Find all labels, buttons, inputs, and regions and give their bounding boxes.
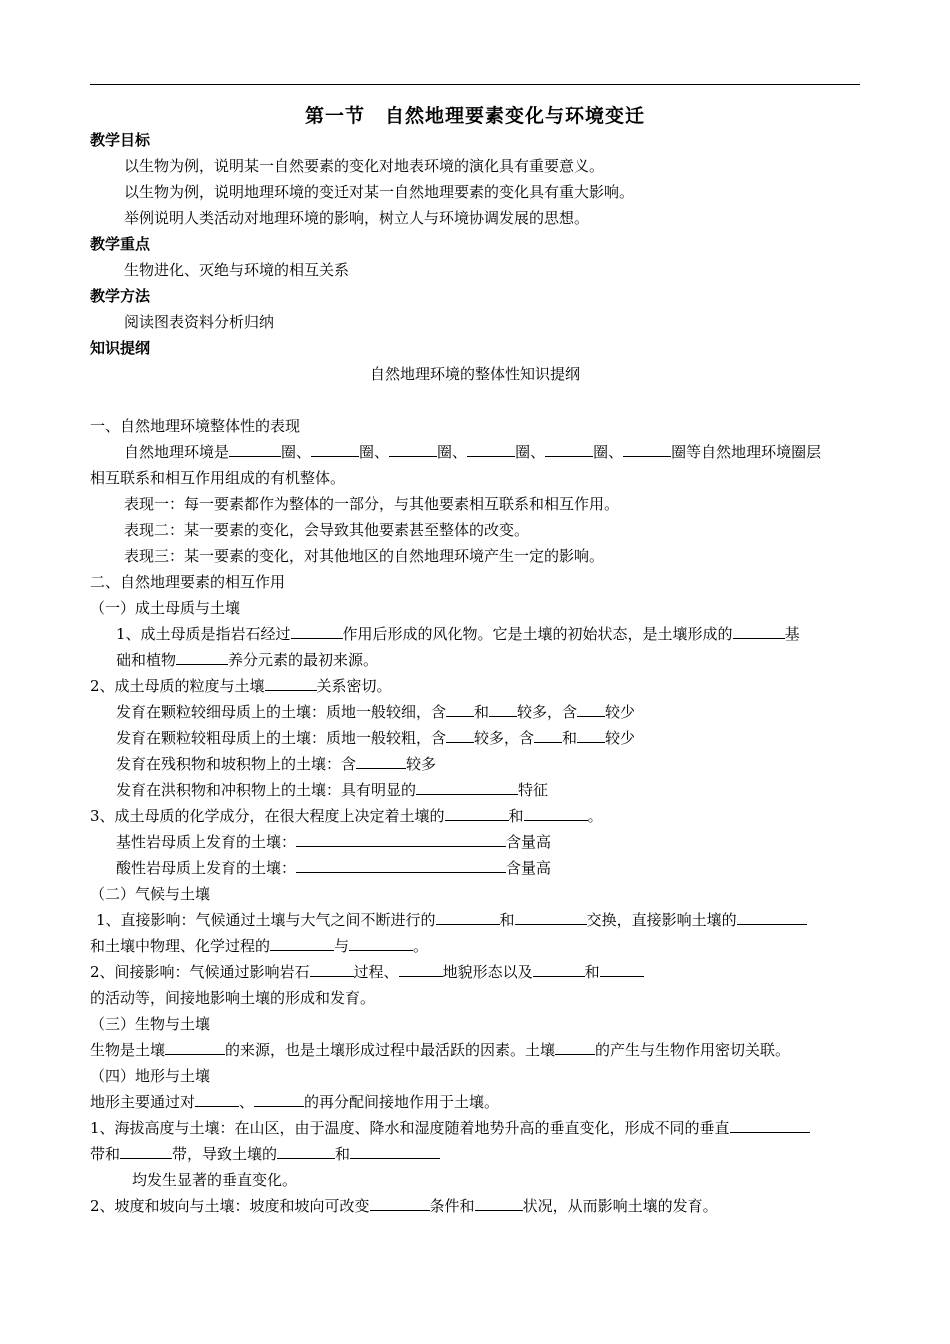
blank[interactable] xyxy=(310,962,354,977)
blank[interactable] xyxy=(533,962,585,977)
text: 1、成土母质是指岩石经过 xyxy=(116,625,291,643)
manifestation-2: 表现二：某一要素的变化，会导致其他要素甚至整体的改变。 xyxy=(124,521,530,539)
text: 圈、 xyxy=(437,443,468,461)
climate-indirect xyxy=(90,962,644,982)
text: 带和 xyxy=(90,1145,121,1163)
text: 较少 xyxy=(605,729,636,747)
blank[interactable] xyxy=(446,728,474,743)
acidic-rock-soil xyxy=(116,858,551,878)
text: 的再分配间接地作用于土壤。 xyxy=(304,1093,500,1111)
manifestation-1: 表现一：每一要素都作为整体的一部分，与其他要素相互联系和相互作用。 xyxy=(124,495,620,513)
blank[interactable] xyxy=(270,936,334,951)
climate-indirect-cont: 的活动等，间接地影响土壤的形成和发育。 xyxy=(90,989,376,1007)
text: 圈、 xyxy=(593,443,624,461)
text: 圈、 xyxy=(359,443,390,461)
parent-material-3 xyxy=(90,806,603,826)
section-1-heading: 一、自然地理环境整体性的表现 xyxy=(90,417,301,435)
text: 酸性岩母质上发育的土壤： xyxy=(116,859,297,877)
text: 础和植物 xyxy=(116,651,177,669)
heading-outline: 知识提纲 xyxy=(90,339,151,357)
blank[interactable] xyxy=(416,780,518,795)
text: 的产生与生物作用密切关联。 xyxy=(595,1041,791,1059)
text: 养分元素的最初来源。 xyxy=(228,651,379,669)
text: 基性岩母质上发育的土壤： xyxy=(116,833,297,851)
text: 特征 xyxy=(518,781,549,799)
terrain-altitude xyxy=(90,1118,810,1138)
climate-direct-cont xyxy=(90,936,428,956)
text: 自然地理环境是 xyxy=(124,443,230,461)
text: 作用后形成的风化物。它是土壤的初始状态，是土壤形成的 xyxy=(342,625,733,643)
text: 。 xyxy=(413,937,429,955)
text: 圈、 xyxy=(281,443,312,461)
text: 和 xyxy=(562,729,578,747)
blank[interactable] xyxy=(229,442,281,457)
climate-direct xyxy=(96,910,807,930)
header-rule xyxy=(90,84,860,85)
text: 和 xyxy=(335,1145,351,1163)
text: 、 xyxy=(239,1093,255,1111)
fine-material-soil xyxy=(116,702,635,722)
blank[interactable] xyxy=(577,728,605,743)
text: 较多，含 xyxy=(474,729,535,747)
text: 1、海拔高度与土壤：在山区，由于温度、降水和湿度随着地势升高的垂直变化，形成不同的垂直 xyxy=(90,1119,730,1137)
blank[interactable] xyxy=(577,702,605,717)
parent-material-1 xyxy=(116,624,800,644)
blank[interactable] xyxy=(436,910,500,925)
heading-key-points: 教学重点 xyxy=(90,235,151,253)
blank[interactable] xyxy=(277,1144,335,1159)
section-1-sentence-cont: 相互联系和相互作用组成的有机整体。 xyxy=(90,469,346,487)
blank[interactable] xyxy=(254,1092,304,1107)
residual-material-soil xyxy=(116,754,436,774)
parent-material-2 xyxy=(90,676,392,696)
text: 地形主要通过对 xyxy=(90,1093,196,1111)
method-1: 阅读图表资料分析归纳 xyxy=(124,313,275,331)
terrain-altitude-cont2: 均发生显著的垂直变化。 xyxy=(132,1171,298,1189)
blank[interactable] xyxy=(445,806,509,821)
text: 较少 xyxy=(605,703,636,721)
heading-methods: 教学方法 xyxy=(90,287,151,305)
objective-2: 以生物为例，说明地理环境的变迁对某一自然地理要素的变化具有重大影响。 xyxy=(124,183,635,201)
text: 较多，含 xyxy=(517,703,578,721)
text: 和 xyxy=(584,963,600,981)
text: 过程、 xyxy=(353,963,399,981)
blank[interactable] xyxy=(120,1144,172,1159)
blank[interactable] xyxy=(311,442,359,457)
text: 发育在残积物和坡积物上的土壤：含 xyxy=(116,755,357,773)
text: 交换，直接影响土壤的 xyxy=(586,911,737,929)
terrain-slope xyxy=(90,1196,718,1216)
key-point-1: 生物进化、灭绝与环境的相互关系 xyxy=(124,261,350,279)
text: 和 xyxy=(508,807,524,825)
blank[interactable] xyxy=(291,624,343,639)
text: 发育在颗粒较细母质上的土壤：质地一般较细，含 xyxy=(116,703,447,721)
blank[interactable] xyxy=(165,1040,225,1055)
text: 条件和 xyxy=(429,1197,475,1215)
text: 和 xyxy=(499,911,515,929)
blank[interactable] xyxy=(555,1040,595,1055)
blank[interactable] xyxy=(370,1196,430,1211)
text: 带，导致土壤的 xyxy=(172,1145,278,1163)
heading-objectives: 教学目标 xyxy=(90,131,151,149)
text: 发育在洪积物和冲积物上的土壤：具有明显的 xyxy=(116,781,417,799)
page-title: 第一节 自然地理要素变化与环境变迁 xyxy=(304,105,645,127)
blank[interactable] xyxy=(489,702,517,717)
text: 关系密切。 xyxy=(316,677,392,695)
blank[interactable] xyxy=(296,858,506,873)
blank[interactable] xyxy=(446,702,474,717)
text: 3、成土母质的化学成分，在很大程度上决定着土壤的 xyxy=(90,807,445,825)
blank[interactable] xyxy=(475,1196,523,1211)
blank[interactable] xyxy=(176,650,228,665)
blank[interactable] xyxy=(733,624,785,639)
text: 生物是土壤 xyxy=(90,1041,166,1059)
basic-rock-soil xyxy=(116,832,551,852)
text: 与 xyxy=(334,937,350,955)
blank[interactable] xyxy=(399,962,443,977)
biology-soil xyxy=(90,1040,790,1060)
blank[interactable] xyxy=(623,442,671,457)
objective-3: 举例说明人类活动对地理环境的影响，树立人与环境协调发展的思想。 xyxy=(124,209,590,227)
text: 圈、 xyxy=(515,443,546,461)
blank[interactable] xyxy=(524,806,588,821)
text: 发育在颗粒较粗母质上的土壤：质地一般较粗，含 xyxy=(116,729,447,747)
blank[interactable] xyxy=(515,910,587,925)
text: 状况，从而影响土壤的发育。 xyxy=(522,1197,718,1215)
blank[interactable] xyxy=(265,676,317,691)
text: 2、成土母质的粒度与土壤 xyxy=(90,677,265,695)
blank[interactable] xyxy=(737,910,807,925)
blank[interactable] xyxy=(195,1092,239,1107)
text: 圈等自然地理环境圈层 xyxy=(671,443,822,461)
text: 2、坡度和坡向与土壤：坡度和坡向可改变 xyxy=(90,1197,370,1215)
text: 。 xyxy=(587,807,603,825)
objective-1: 以生物为例，说明某一自然要素的变化对地表环境的演化具有重要意义。 xyxy=(124,157,605,175)
blank[interactable] xyxy=(545,442,593,457)
text: 较多 xyxy=(406,755,437,773)
text: 含量高 xyxy=(506,859,552,877)
text: 含量高 xyxy=(506,833,552,851)
blank[interactable] xyxy=(600,962,644,977)
text: 地貌形态以及 xyxy=(442,963,533,981)
blank[interactable] xyxy=(350,1144,440,1159)
subsection-1-heading: （一）成土母质与土壤 xyxy=(90,599,241,617)
outline-title: 自然地理环境的整体性知识提纲 xyxy=(369,365,580,383)
terrain-intro xyxy=(90,1092,499,1112)
section-1-sentence xyxy=(124,442,821,462)
blank[interactable] xyxy=(296,832,506,847)
manifestation-3: 表现三：某一要素的变化，对其他地区的自然地理环境产生一定的影响。 xyxy=(124,547,605,565)
terrain-altitude-cont xyxy=(90,1144,440,1164)
blank[interactable] xyxy=(534,728,562,743)
subsection-3-heading: （三）生物与土壤 xyxy=(90,1015,211,1033)
text: 基 xyxy=(784,625,800,643)
blank[interactable] xyxy=(349,936,413,951)
text: 和土壤中物理、化学过程的 xyxy=(90,937,271,955)
blank[interactable] xyxy=(356,754,406,769)
section-2-heading: 二、自然地理要素的相互作用 xyxy=(90,573,286,591)
parent-material-1-cont xyxy=(116,650,378,670)
subsection-2-heading: （二）气候与土壤 xyxy=(90,885,211,903)
coarse-material-soil xyxy=(116,728,635,748)
text: 和 xyxy=(474,703,490,721)
blank[interactable] xyxy=(467,442,515,457)
alluvial-material-soil xyxy=(116,780,548,800)
text: 的来源，也是土壤形成过程中最活跃的因素。土壤 xyxy=(225,1041,556,1059)
text: 1、直接影响：气候通过土壤与大气之间不断进行的 xyxy=(96,911,436,929)
blank[interactable] xyxy=(389,442,437,457)
blank[interactable] xyxy=(730,1118,810,1133)
text: 2、间接影响：气候通过影响岩石 xyxy=(90,963,310,981)
subsection-4-heading: （四）地形与土壤 xyxy=(90,1067,211,1085)
